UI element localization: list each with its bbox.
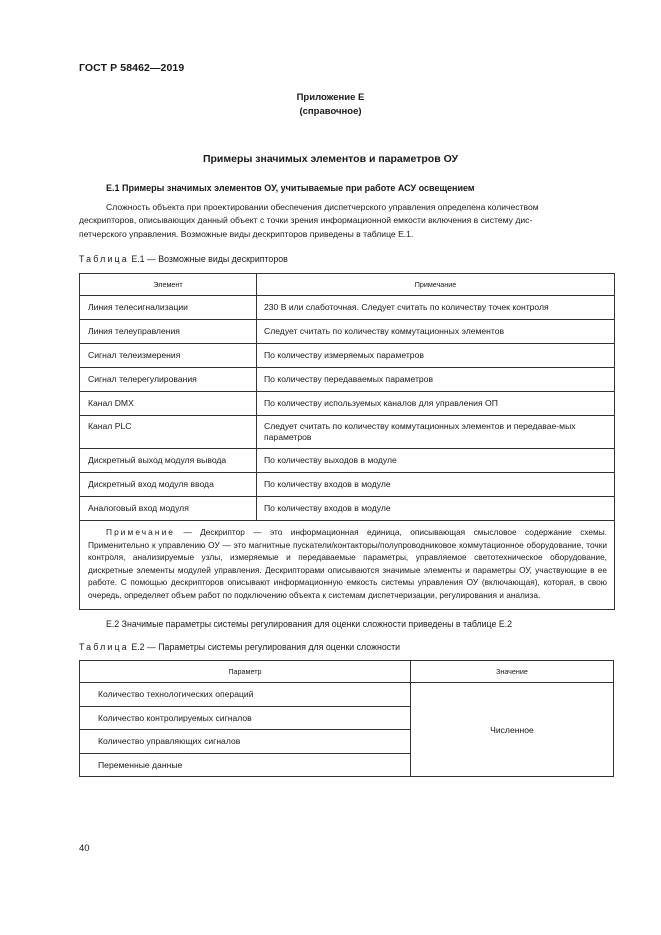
appendix-title: Приложение Е	[296, 92, 365, 103]
parameter-cell: Переменные данные	[80, 753, 411, 777]
table-row	[80, 392, 615, 416]
table-footnote-row	[80, 521, 615, 610]
element-cell: Канал PLC	[80, 416, 257, 449]
table-row	[80, 497, 615, 521]
regulation-parameters-table	[79, 660, 614, 777]
table1-caption-text: Е.1 — Возможные виды дескрипторов	[128, 254, 288, 264]
table-row	[80, 473, 615, 497]
element-cell: Линия телесигнализации	[80, 296, 257, 320]
table2-caption-label: Таблица	[79, 642, 129, 652]
element-cell: Канал DMX	[80, 392, 257, 416]
element-cell: Дискретный выход модуля вывода	[80, 449, 257, 473]
note-cell: По количеству используемых каналов для управления ОП	[257, 392, 615, 416]
document-title: Примеры значимых элементов и параметров ОУ	[202, 153, 459, 165]
note-cell: Следует считать по количеству коммутационных элементов и передавае-мых параметров	[257, 416, 615, 449]
e2-paragraph: Е.2 Значимые параметры системы регулирования для оценки сложности приведены в таблице Е.2	[106, 619, 513, 629]
table1-caption	[79, 254, 288, 264]
note-cell: По количеству входов в модуле	[257, 473, 615, 497]
element-cell: Сигнал телеизмерения	[80, 344, 257, 368]
footnote-label: Примечание	[106, 527, 176, 537]
table-row	[80, 344, 615, 368]
table-header-row	[80, 274, 615, 296]
parameter-cell: Количество технологических операций	[80, 683, 411, 707]
table-row	[80, 683, 614, 707]
intro-paragraph	[79, 201, 613, 241]
appendix-heading	[0, 91, 661, 119]
paragraph-line: Сложность объекта при проектировании обеспечения диспетчерского управления определена количеством	[106, 202, 539, 212]
table-header-cell: Параметр	[80, 661, 411, 683]
paragraph-line: петчерского управления. Возможные виды дескрипторов приведены в таблице Е.1.	[79, 228, 414, 239]
value-cell: Численное	[410, 683, 613, 777]
section-heading: Е.1 Примеры значимых элементов ОУ, учитываемые при работе АСУ освещением	[106, 183, 475, 193]
note-cell: По количеству входов в модуле	[257, 497, 615, 521]
appendix-subtitle: (справочное)	[299, 106, 362, 117]
standard-header: ГОСТ Р 58462—2019	[79, 62, 185, 74]
note-cell: 230 В или слаботочная. Следует считать по количеству точек контроля	[257, 296, 615, 320]
descriptor-table	[79, 273, 615, 610]
table-row	[80, 320, 615, 344]
table-row	[80, 296, 615, 320]
note-cell: По количеству измеряемых параметров	[257, 344, 615, 368]
table-header-cell: Значение	[410, 661, 613, 683]
parameter-cell: Количество контролируемых сигналов	[80, 706, 411, 730]
note-cell: По количеству выходов в модуле	[257, 449, 615, 473]
table-header-row	[80, 661, 614, 683]
note-cell: По количеству передаваемых параметров	[257, 368, 615, 392]
table-row	[80, 416, 615, 449]
note-cell: Следует считать по количеству коммутационных элементов	[257, 320, 615, 344]
table-row	[80, 368, 615, 392]
table2-caption	[79, 642, 400, 652]
table-footnote	[80, 521, 615, 610]
element-cell: Аналоговый вход модуля	[80, 497, 257, 521]
table-header-cell: Элемент	[80, 274, 257, 296]
paragraph-line: дескрипторов, описывающих данный объект с точки зрения информационной емкости включения в систему дис-	[79, 215, 533, 226]
page-number: 40	[79, 843, 90, 854]
table1-caption-label: Таблица	[79, 254, 129, 264]
parameter-cell: Количество управляющих сигналов	[80, 730, 411, 754]
table-header-cell: Примечание	[257, 274, 615, 296]
footnote-text: — Дескриптор — это информационная единица, описывающая смысловое содержание схемы. Применительно к управлению ОУ — это магнитные пускатели/контакторы/полупроводниковое коммутационное оборудование, точки контроля, анализируемые узлы, измеряемые и передаваемые параметры, управляемое светотехническое оборудование, дискретные элементы модулей управления. Дескрипторами описываются значимые элементы и параметры ОУ, участвующие в ее работе. С помощью дескрипторов описывают информационную емкость системы управления ОУ (включающая), которая, в свою очередь, определяет объем работ по подключению объекта к системам диспетчеризации, регулирования и анализа.	[88, 527, 607, 600]
element-cell: Дискретный вход модуля ввода	[80, 473, 257, 497]
element-cell: Сигнал телерегулирования	[80, 368, 257, 392]
table-row	[80, 449, 615, 473]
table2-caption-text: Е.2 — Параметры системы регулирования для оценки сложности	[128, 642, 401, 652]
element-cell: Линия телеуправления	[80, 320, 257, 344]
